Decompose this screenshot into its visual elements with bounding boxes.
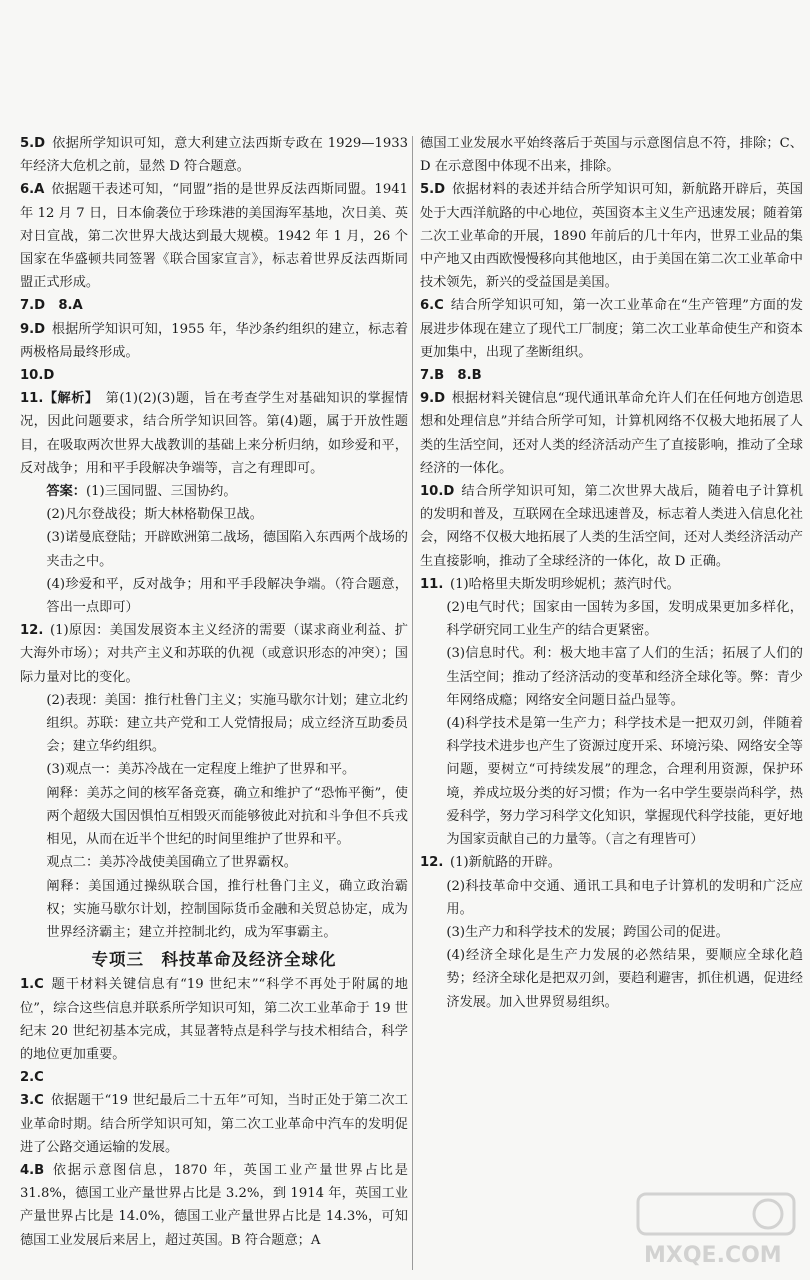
answer-number: 11.【解析】 [20,391,99,407]
continued-text [420,132,803,178]
sub-answer-text: (2)电气时代；国家由一国转为多国，发明成果更加多样化，科学研究同工业生产的结合更紧密。 [446,600,803,639]
answer-item [420,573,803,596]
sub-answer-text: (2)凡尔登战役；斯大林格勒保卫战。 [46,507,263,523]
answer-item [20,973,408,1066]
answer-number: 7.B 8.B [420,368,482,384]
sub-answer-text: (1)三国同盟、三国协约。 [85,484,237,500]
answer-number: 9.D [20,321,46,337]
answer-item [420,364,803,387]
sub-answer [420,712,803,851]
answer-text: (1)原因：美国发展资本主义经济的需要（谋求商业利益、扩大海外市场）；对共产主义和苏联的仇视（或意识形态的冲突）；国际力量对比的变化。 [20,623,408,685]
answer-number: 1.C [20,977,44,993]
answer-item [420,178,803,294]
sub-answer [20,689,408,759]
sub-answer [20,480,408,503]
answer-number: 6.A [20,182,45,198]
answer-number: 11. [420,576,444,592]
sub-answer-text: (2)表现：美国：推行杜鲁门主义；实施马歇尔计划；建立北约组织。苏联：建立共产党和工人党情报局；成立经济互助委员会；建立华约组织。 [46,692,408,755]
answer-text: 结合所学知识可知，第二次世界大战后，随着电子计算机的发明和普及，互联网在全球迅速普及，标志着人类进入信息化社会，网络不仅极大地拓展了人类的生活空间，还对人类经济活动产生直接影响，推动了全球经济的一体化，故 D 正确。 [420,484,803,569]
answer-number: 7.D 8.A [20,298,83,314]
sub-answer-text: (4)经济全球化是生产力发展的必然结果，要顺应全球化趋势；经济全球化是把双刃剑，要趋利避害，抓住机遇，促进经济发展。加入世界贸易组织。 [446,948,803,1010]
sub-answer-text: 阐释：美国通过操纵联合国，推行杜鲁门主义，确立政治霸权；实施马歇尔计划，控制国际货币金融和关贸总协定，成为世界经济霸主；建立并控制北约，成为军事霸主。 [46,878,408,940]
answer-number: 2.C [20,1070,44,1086]
answer-text: (1)哈格里夫斯发明珍妮机；蒸汽时代。 [449,576,680,592]
answer-text: 根据材料关键信息“现代通讯革命允许人们在任何地方创造思想和处理信息”并结合所学可知，计算机网络不仅极大地拓展了人类的生活空间，还对人类的经济活动产生了直接影响，推动了全球经济的一体化。 [420,391,803,476]
sub-answer [20,758,408,781]
answer-number: 5.D [420,182,446,198]
answer-text: 第(1)(2)(3)题，旨在考查学生对基础知识的掌握情况，因此问题要求，结合所学知识回答。第(4)题，属于开放性题目，在吸取两次世界大战教训的基础上来分析归纳，如珍爱和平，反对战争；用和平手段解决争端等，言之有理即可。 [20,391,408,476]
watermark-text: MXQE.COM [644,1243,782,1268]
sub-answer-text: 阐释：美苏之间的核军备竞赛，确立和维护了“恐怖平衡”，使两个超级大国因惧怕互相毁灭而能够彼此对抗和斗争但不兵戎相见，从而在近半个世纪的时间里维护了世界和平。 [46,785,408,848]
sub-answer-text: (3)诺曼底登陆；开辟欧洲第二战场，德国陷入东西两个战场的夹击之中。 [46,530,408,569]
column-divider [412,136,413,1270]
sub-answer-text: (3)观点一：美苏冷战在一定程度上维护了世界和平。 [46,762,356,778]
answer-item [20,132,408,178]
sub-answer [420,596,803,642]
watermark-logo [636,1190,796,1268]
section-title: 专项三 科技革命及经济全球化 [91,950,337,970]
sub-answer [420,642,803,712]
answer-number: 12. [20,623,44,639]
sub-answer [20,875,408,945]
sub-answer [420,921,803,944]
answer-number: 4.B [20,1162,45,1178]
answer-number: 5.D [20,136,46,151]
answer-number: 6.C [420,298,444,314]
sub-answer [20,851,408,874]
answer-item [20,1089,408,1159]
answer-item [20,318,408,364]
answer-item [20,1066,408,1089]
answer-text: 根据所学知识可知，1955 年，华沙条约组织的建立，标志着两极格局最终形成。 [20,321,408,360]
answer-item [420,851,803,874]
right-column [420,132,803,1272]
answer-item [20,364,408,387]
answer-item [420,387,803,480]
sub-answer-text: 德国工业发展水平始终落后于英国与示意图信息不符，排除；C、D 在示意图中体现不出来，排除。 [420,136,803,175]
answer-number: 10.D [420,484,455,500]
sub-answer-text: (2)科技革命中交通、通讯工具和电子计算机的发明和广泛应用。 [446,878,803,917]
answer-label: 答案： [46,484,86,500]
sub-answer [420,875,803,921]
answer-text: (1)新航路的开辟。 [449,855,561,871]
sub-answer-text: (4)珍爱和平，反对战争；用和平手段解决争端。（符合题意，答出一点即可） [46,576,408,616]
sub-answer-text: (4)科学技术是第一生产力；科学技术是一把双刃剑，伴随着科学技术进步也产生了资源过度开采、环境污染、网络安全等问题，要树立“可持续发展”的理念，合理利用资源，保护环境，养成垃圾分类的好习惯；作为一名中学生要崇尚科学，热爱科学，努力学习科学文化知识，掌握现代科学技能，更好地为国家贡献自己的力量等。（言之有理皆可） [446,716,803,848]
sub-answer [20,573,408,619]
answer-item [20,619,408,689]
answer-item [420,480,803,573]
answer-number: 9.D [420,391,446,407]
answer-number: 3.C [20,1093,44,1109]
answer-item [20,387,408,480]
sub-answer [420,944,803,1014]
answer-text: 依据题干“19 世纪最后二十五年”可知，当时正处于第二次工业革命时期。结合所学知识可知，第二次工业革命中汽车的发明促进了公路交通运输的发展。 [20,1093,408,1155]
sub-answer [20,782,408,852]
sub-answer-text: (3)信息时代。利：极大地丰富了人们的生活；拓展了人们的生活空间；推动了经济活动的变革和经济全球化等。弊：青少年网络成瘾；网络安全问题日益凸显等。 [446,646,803,708]
sub-answer [20,526,408,572]
answer-item [20,294,408,317]
answer-text: 结合所学知识可知，第一次工业革命在“生产管理”方面的发展进步体现在建立了现代工厂制度；第二次工业革命使生产和资本更加集中，出现了垄断组织。 [420,298,803,360]
answer-text: 依据所学知识可知，意大利建立法西斯专政在 1929—1933 年经济大危机之前，显然 D 符合题意。 [20,136,408,175]
answer-text: 依据示意图信息，1870 年，英国工业产量世界占比是 31.8%，德国工业产量世界占比是 3.2%，到 1914 年，英国工业产量世界占比是 14.0%，德国工业产量世界占比是 14.3%，可知德国工业发展后来居上，超过英国。B 符合题意；A [20,1162,408,1248]
sub-answer [20,503,408,526]
answer-number: 10.D [20,368,55,384]
answer-item [20,178,408,294]
sub-answer-text: 观点二：美苏冷战使美国确立了世界霸权。 [46,855,297,871]
answer-item [20,1159,408,1252]
answer-text: 依据材料的表述并结合所学知识可知，新航路开辟后，英国处于大西洋航路的中心地位，英国资本主义生产迅速发展；随着第二次工业革命的开展，1890 年前后的几十年内，世界工业品的集中产地又由西欧慢慢移向其他地区，由于美国在第二次工业革命中技术领先，新兴的受益国是美国。 [420,182,803,291]
sub-answer-text: (3)生产力和科学技术的发展；跨国公司的促进。 [446,924,729,940]
answer-text: 题干材料关键信息有“19 世纪末”“科学不再处于附属的地位”，综合这些信息并联系所学知识可知，第二次工业革命于 19 世纪末 20 世纪初基本完成，其显著特点是科学与技术相结合，科学的地位更加重要。 [20,977,408,1062]
answer-item [420,294,803,364]
answer-number: 12. [420,855,444,871]
answer-text: 依据题干表述可知，“同盟”指的是世界反法西斯同盟。1941 年 12 月 7 日，日本偷袭位于珍珠港的美国海军基地，次日美、英对日宣战，第二次世界大战达到最大规模。1942 年 1 月，26 个国家在华盛顿共同签署《联合国家宣言》，标志着世界反法西斯同盟正式形成。 [20,182,408,291]
left-column [20,132,408,1272]
